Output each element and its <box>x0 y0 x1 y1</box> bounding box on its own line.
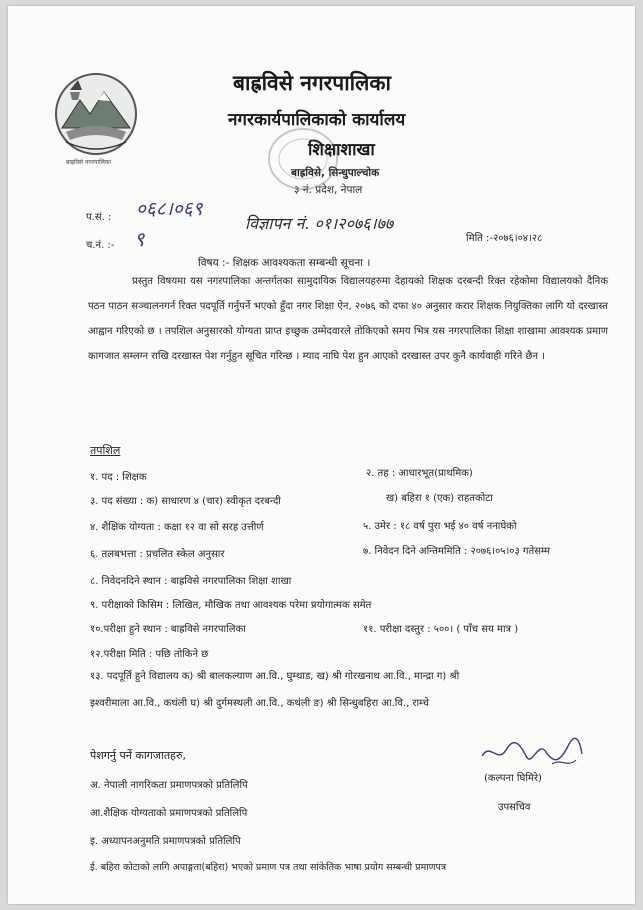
signatory-name: (कल्पना घिमिरे) <box>484 773 542 784</box>
detail-age: ५. उमेर : १८ वर्ष पुरा भई ४० वर्ष ननाघेको <box>363 521 517 532</box>
documents-heading: पेशगर्नु पर्ने कागजातहरु, <box>90 749 187 762</box>
chalani-label: च.नं. :- <box>86 240 115 251</box>
detail-post-count: ३. पद संख्या : क) साधारण ४ (चार) स्वीकृत दरबन्दी <box>90 496 281 507</box>
detail-salary: ६. तलबभत्ता : प्रचलित स्केल अनुसार <box>90 549 225 560</box>
document-citizenship: अ. नेपाली नागरिकता प्रमाणपत्रको प्रतिलिपि <box>90 780 248 791</box>
detail-exam-fee: ११. परीक्षा दस्तुर : ५००। ( पाँच सय मात्र ) <box>363 624 519 635</box>
province-line: ३ नं. प्रदेश, नेपाल <box>294 184 363 196</box>
section-name: शिक्षाशाखा <box>308 140 375 160</box>
detail-deadline: ७. निवेदन दिने अन्तिममिति : २०७६।०५।०३ गतेसम्म <box>363 546 550 557</box>
detail-application-place: ८. निवेदनदिने स्थान : बाह्रविसे नगरपालिका शिक्षा शाखा <box>90 576 292 587</box>
notice-date: मिति :-२०७६।०४।२८ <box>466 233 543 244</box>
document-teaching-license: इ. अध्यापनअनुमति प्रमाणपत्रको प्रतिलिपि <box>90 836 241 847</box>
detail-qualification: ४. शैक्षिक योग्यता : कक्षा १२ वा सो सरह उत्तीर्ण <box>90 522 264 533</box>
address-line: बाह्रविसे, सिन्धुपाल्चोक <box>291 167 380 179</box>
office-stamp <box>266 126 340 192</box>
detail-exam-place: १०.परीक्षा हुने स्थान : बाह्रविसे नगरपालिका <box>90 624 246 635</box>
chalani-value: ९ <box>134 227 145 251</box>
detail-schools-line1: १३. पदपूर्ति हुने विद्यालय क) श्री बालकल्याण आ.वि., घुम्थाड, ख) श्री गोरखनाथ आ.वि., मान्द्रा ग) श्री <box>90 671 460 682</box>
detail-post: १. पद : शिक्षक <box>90 472 147 483</box>
detail-exam-date: १२.परीक्षा मिति : पछि तोकिने छ <box>90 649 209 660</box>
signature <box>476 734 586 772</box>
signatory-title: उपसचिव <box>498 802 531 813</box>
municipality-name: बाह्रविसे नगरपालिका <box>233 70 391 95</box>
detail-post-count-b: ख) बहिरा १ (एक) राहतकोटा <box>386 493 493 504</box>
tapashil-heading: तपशिल <box>90 444 121 457</box>
logo-emblem-icon <box>52 70 140 158</box>
notice-document <box>8 6 635 904</box>
detail-exam-type: ९. परीक्षाको किसिम : लिखित, मौखिक तथा आवश्यक परेमा प्रयोगात्मक समेत <box>90 600 372 611</box>
office-name: नगरकार्यपालिकाको कार्यालय <box>228 110 406 130</box>
document-academic: आ.शैक्षिक योग्यताको प्रमाणपत्रको प्रतिलिपि <box>90 808 248 819</box>
notice-subject: विषय :- शिक्षक आवश्यकता सम्बन्धी सूचना । <box>198 257 371 269</box>
detail-level: २. तह : आधारभूत(प्राथमिक) <box>366 468 473 479</box>
patra-value: ०६८।०६९ <box>136 198 203 220</box>
patra-label: प.सं. : <box>86 212 112 223</box>
detail-schools-line2: इश्वरीमाला आ.वि., कथंली घ) श्री दुर्गमस्थली आ.वि., कथंली ङ) श्री सिन्धुबहिरा आ.वि., राम्चे <box>90 698 429 709</box>
notice-body-paragraph: प्रस्तुत विषयमा यस नगरपालिका अन्तर्गतका सामुदायिक विद्यालयहरुमा देहायको शिक्षक दरबन्दी रिक्त रहेकोमा विद्यालयको दैनिक पठन पाठन सञ्चालनगर्न रिक्त पदपूर्ति गर्नुपर्ने भएको हुँदा नगर शिक्षा ऐन, २०७६ को दफा ४० अनुसार करार शिक्षक नियुक्तिका लागि यो दरखास्त आह्वान गरिएको छ । तपशिल अनुसारको योग्यता प्राप्त इच्छुक उम्मेदवारले तोकिएको समय भित्र यस नगरपालिका शिक्षा शाखामा आवश्यक प्रमाण कागजात सम्लग्न राखि दरखास्त पेश गर्नुहुन सूचित गरिन्छ । म्याद नाघि पेश हुन आएको दरखास्त उपर कुनै कार्यवाही गरिने छैन । <box>88 276 608 362</box>
document-disability: ई. बहिरा कोटाको लागि अपाङ्गता(बहिरा) भएको प्रमाण पत्र तथा सांकेतिक भाषा प्रयोग सम्बन्धी प्रमाणपत्र <box>90 862 447 873</box>
municipality-logo <box>52 70 140 158</box>
notice-number: विज्ञापन नं. ०१।२०७६।७७ <box>245 214 394 233</box>
logo-caption: बाह्रविसे नगरपालिका <box>66 159 111 166</box>
